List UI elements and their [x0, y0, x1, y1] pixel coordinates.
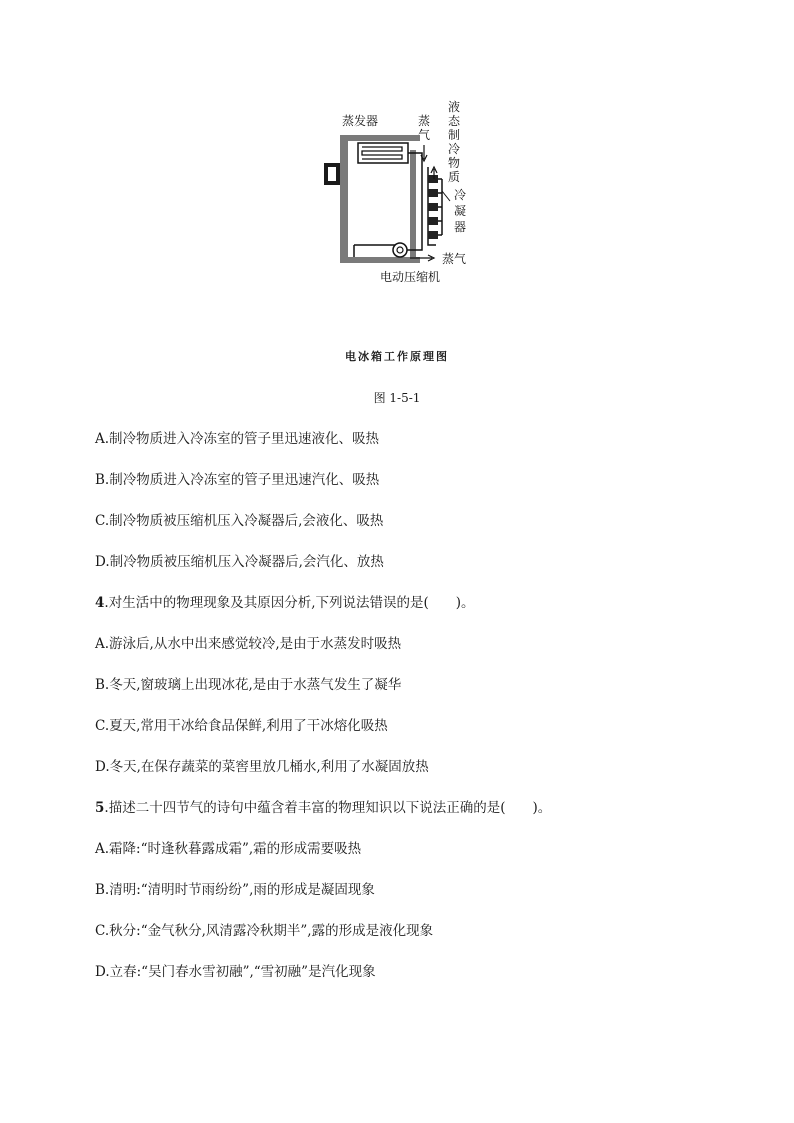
- refrigerator-diagram: [310, 95, 490, 290]
- label-liquid-2: 态: [448, 114, 461, 128]
- q4-option-d: D.冬天,在保存蔬菜的菜窖里放几桶水,利用了水凝固放热: [95, 759, 429, 775]
- cabinet-left-wall: [340, 135, 348, 263]
- q5-stem: [95, 799, 551, 817]
- condenser-leader-line: [442, 191, 450, 201]
- q5-number: 5: [95, 800, 105, 816]
- compressor-core: [397, 247, 403, 253]
- label-steam-top-2: 气: [418, 128, 431, 142]
- label-liquid-3: 制: [448, 128, 461, 142]
- condenser-fin-2: [428, 189, 438, 197]
- label-compressor: 电动压缩机: [380, 270, 441, 284]
- label-condenser-1: 冷: [454, 188, 467, 202]
- q4-number: 4: [95, 595, 105, 611]
- q5-option-a: A.霜降:“时逢秋暮露成霜”,霜的形成需要吸热: [95, 841, 362, 857]
- q4-stem-text: .对生活中的物理现象及其原因分析,下列说法错误的是( )。: [104, 595, 475, 611]
- q3-option-b: B.制冷物质进入冷冻室的管子里迅速汽化、吸热: [95, 472, 380, 488]
- q3-option-d: D.制冷物质被压缩机压入冷凝器后,会汽化、放热: [95, 554, 384, 570]
- cabinet-bottom-wall: [340, 257, 420, 263]
- evaporator-coil: [362, 147, 402, 159]
- evaporator-box: [358, 143, 408, 163]
- condenser-fin-1: [428, 175, 438, 183]
- label-steam-bottom: 蒸气: [442, 252, 467, 266]
- condenser-fin-5: [428, 231, 438, 239]
- cabinet-top-wall: [340, 135, 420, 141]
- label-liquid-1: 液: [448, 100, 461, 114]
- q5-option-b: B.清明:“清明时节雨纷纷”,雨的形成是凝固现象: [95, 882, 375, 898]
- q4-option-b: B.冬天,窗玻璃上出现冰花,是由于水蒸气发生了凝华: [95, 677, 402, 693]
- figure-caption-title: 电冰箱工作原理图: [345, 350, 449, 363]
- label-evaporator: 蒸发器: [342, 114, 379, 128]
- label-condenser-3: 器: [454, 220, 467, 234]
- q4-stem: [95, 594, 475, 612]
- q4-option-a: A.游泳后,从水中出来感觉较冷,是由于水蒸发时吸热: [95, 636, 402, 652]
- q4-option-c: C.夏天,常用干冰给食品保鲜,利用了干冰熔化吸热: [95, 718, 388, 734]
- label-liquid-4: 冷: [448, 142, 461, 156]
- label-liquid-5: 物: [448, 156, 461, 170]
- label-steam-top-1: 蒸: [418, 114, 431, 128]
- cabinet-back-wall: [410, 150, 416, 260]
- figure-caption-number: 图 1-5-1: [373, 391, 421, 405]
- label-condenser-2: 凝: [454, 204, 467, 218]
- condenser-fin-4: [428, 217, 438, 225]
- q5-option-d: D.立春:“吴门春水雪初融”,“雪初融”是汽化现象: [95, 964, 376, 980]
- condenser-fin-3: [428, 203, 438, 211]
- q3-option-c: C.制冷物质被压缩机压入冷凝器后,会液化、吸热: [95, 513, 384, 529]
- label-liquid-6: 质: [448, 170, 461, 184]
- q5-stem-text: .描述二十四节气的诗句中蕴含着丰富的物理知识以下说法正确的是( )。: [104, 800, 552, 816]
- door-handle-slot: [328, 167, 336, 181]
- q3-option-a: A.制冷物质进入冷冻室的管子里迅速液化、吸热: [95, 431, 380, 447]
- q5-option-c: C.秋分:“金气秋分,风清露冷秋期半”,露的形成是液化现象: [95, 923, 434, 939]
